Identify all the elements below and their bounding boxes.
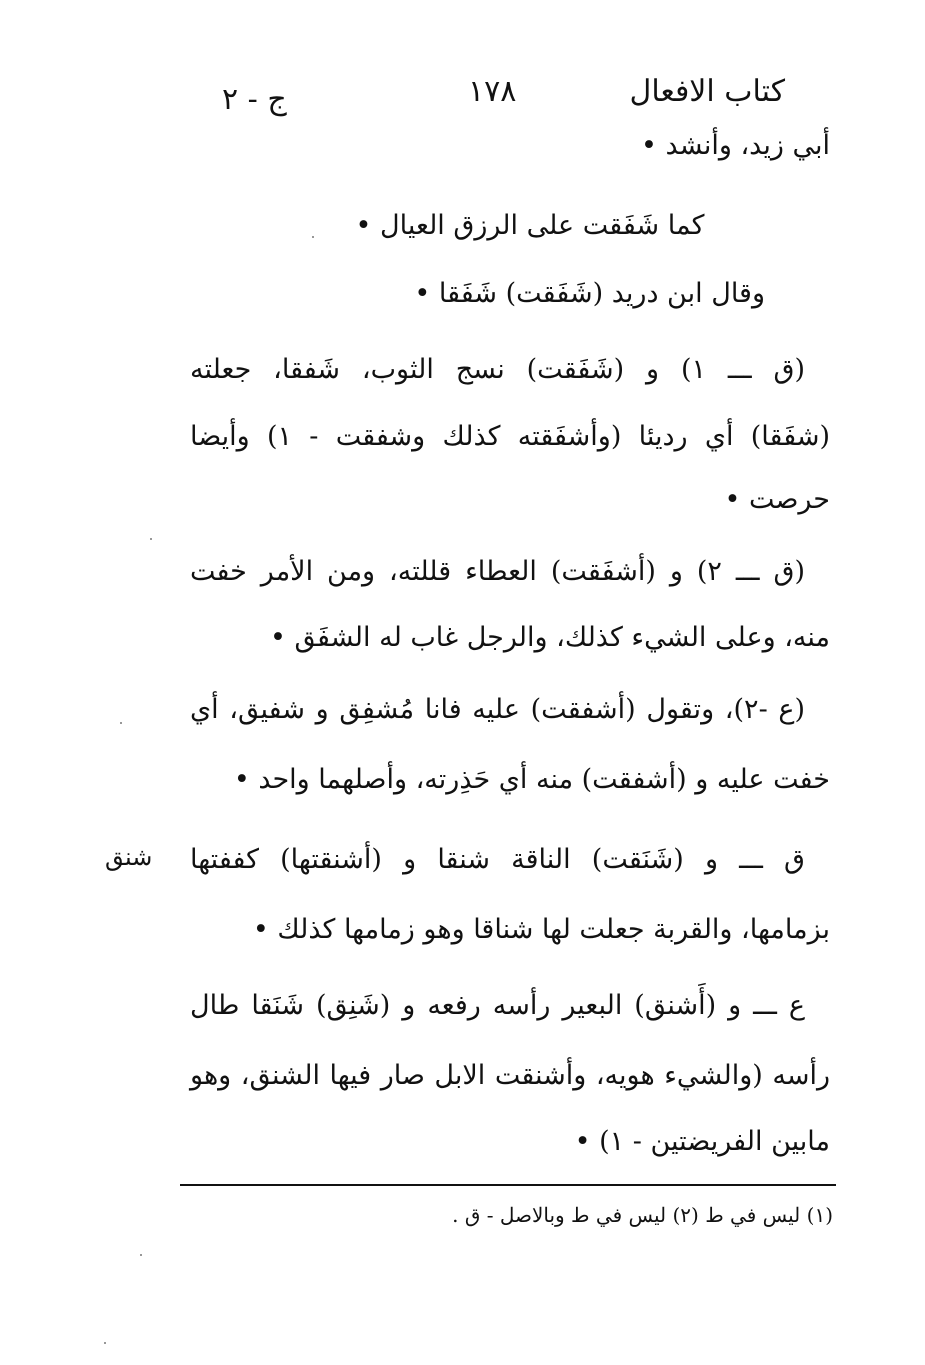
text-line-3: وقال ابن دريد (شَفَقت) شَفَقا •	[414, 278, 765, 309]
text-line-4: (ق ـــ ١) و (شَفَقت) نسج الثوب، شَفقا، جعلته	[190, 354, 805, 385]
text-line-13: ع ـــ و (أَشنق) البعير رأسه رفعه و (شَنِق) شَنَقا طال	[190, 990, 805, 1021]
verse-line: كما شَفَقت على الرزق العيال •	[355, 210, 705, 241]
text-line-7: (ق ـــ ٢) و (أشفَقت) العطاء قللته، ومن الأمر خفت	[190, 556, 805, 587]
scan-speck	[312, 236, 314, 238]
volume-number: ج - ٢	[222, 82, 287, 117]
footnote-divider	[180, 1184, 836, 1186]
text-line-9: (ع -٢)، وتقول (أشفقت) عليه فانا مُشفِق و شفيق، أي	[190, 694, 806, 725]
text-line-11: ق ـــ و (شَنَقت) الناقة شنقا و (أشنقتها) كففتها	[190, 844, 805, 875]
scan-speck	[140, 1254, 142, 1256]
text-line-1: أبي زيد، وأنشد •	[641, 130, 830, 161]
page-number: ١٧٨	[468, 74, 517, 109]
scan-speck	[104, 1342, 106, 1344]
scan-speck	[120, 722, 122, 724]
text-line-12: بزمامها، والقربة جعلت لها شناقا وهو زمامها كذلك •	[252, 914, 830, 945]
book-title: كتاب الافعال	[629, 74, 785, 109]
margin-keyword: شنق	[105, 843, 153, 871]
scan-speck	[150, 538, 152, 540]
text-line-8: منه، وعلى الشيء كذلك، والرجل غاب له الشفَق •	[270, 622, 830, 653]
text-line-6: حرصت •	[724, 484, 830, 515]
text-line-10: خفت عليه و (أشفقت) منه أي حَذِرته، وأصلهما واحد •	[233, 764, 830, 795]
text-line-5: (شفَقا) أي رديئا (وأشفَقته كذلك وشفقت - ١) وأيضا	[190, 421, 831, 452]
text-line-14: رأسه (والشيء هويه، وأشنقت الابل صار فيها الشنق، وهو	[190, 1060, 830, 1091]
text-line-15: مابين الفريضتين - ١) •	[574, 1126, 830, 1157]
footnote: (١) ليس في ط (٢) ليس في ط وبالاصل - ق .	[452, 1203, 833, 1227]
